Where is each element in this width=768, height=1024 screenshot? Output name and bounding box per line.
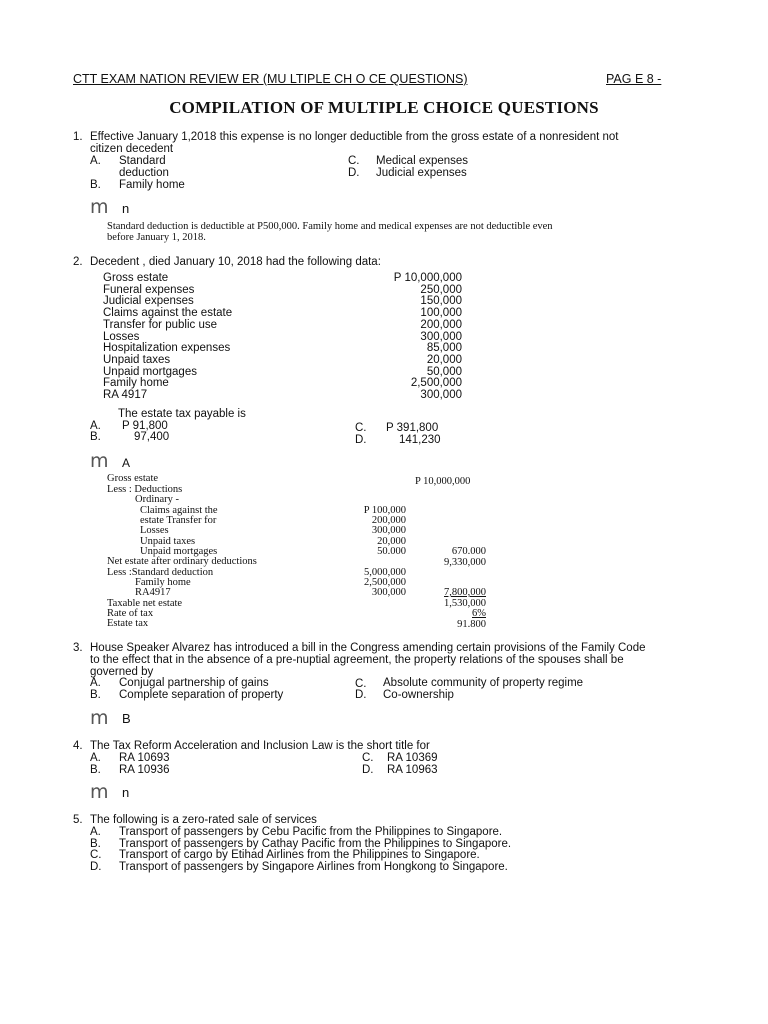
option-c-text: Medical expenses	[376, 155, 469, 167]
question-stem: The following is a zero-rated sale of services	[90, 814, 317, 826]
data-value: 250,000	[420, 283, 462, 296]
question-prompt: The estate tax payable is	[118, 408, 246, 420]
sol-label: estate Transfer for	[140, 515, 217, 526]
option-letter: C.	[90, 849, 102, 862]
sol-value: 670.000	[451, 546, 486, 557]
data-value: 300,000	[420, 330, 462, 343]
option-text: Transport of cargo by Etihad Airlines from the Philippines to Singapore.	[119, 849, 480, 862]
data-label: Gross estate	[103, 272, 169, 284]
answer-mark: m	[90, 707, 109, 729]
option-letter: A.	[90, 155, 101, 167]
sol-label: Losses	[140, 525, 169, 536]
option-letter: C.	[355, 678, 367, 690]
option-a-text: Standard	[119, 155, 166, 167]
option-text: Transport of passengers by Cebu Pacific from the Philippines to Singapore.	[119, 826, 503, 838]
option-letter: D.	[348, 167, 360, 179]
explanation-cont: before January 1, 2018.	[107, 232, 206, 243]
data-label: Unpaid mortgages	[103, 365, 197, 378]
data-value: 200,000	[420, 318, 462, 331]
data-label: Funeral expenses	[103, 283, 195, 296]
data-label: Claims against the estate	[103, 307, 233, 320]
sol-value: P 100,000	[363, 505, 406, 516]
option-letter: C.	[348, 155, 360, 167]
data-label: Family home	[103, 377, 169, 390]
option-a-text: P 91,800	[122, 420, 168, 432]
sol-label: Family home	[135, 577, 191, 588]
sol-value: 7,800,000	[444, 587, 486, 598]
answer-mark: m	[90, 781, 109, 803]
option-letter: C.	[355, 422, 367, 434]
data-value: 20,000	[426, 353, 462, 366]
data-value: 150,000	[420, 295, 462, 308]
sol-label: RA4917	[135, 587, 171, 598]
option-letter: D.	[90, 860, 102, 873]
question-number: 1.	[73, 131, 83, 143]
option-letter: B.	[90, 837, 101, 850]
sol-value: 50.000	[377, 546, 406, 557]
answer-letter: n	[122, 785, 130, 800]
explanation: Standard deduction is deductible at P500,000. Family home and medical expenses are not deductible even	[107, 221, 553, 232]
sol-value: 6%	[472, 608, 486, 619]
option-d-text: 141,230	[399, 434, 441, 446]
question-stem-cont: to the effect that in the absence of a pre-nuptial agreement, the property relations of the spouses shall be	[90, 654, 624, 666]
option-letter: A.	[90, 826, 101, 838]
option-letter: A.	[90, 752, 101, 764]
question-stem: Effective January 1,2018 this expense is no longer deductible from the gross estate of a nonresident not	[90, 131, 619, 143]
option-letter: B.	[90, 431, 101, 443]
option-letter: D.	[355, 689, 367, 701]
data-value: P 10,000,000	[393, 272, 462, 284]
data-value: 100,000	[420, 307, 462, 320]
sol-label: Less : Deductions	[107, 484, 183, 495]
option-d-text: Co-ownership	[383, 689, 454, 701]
sol-label: Taxable net estate	[107, 598, 183, 609]
sol-label: Rate of tax	[107, 608, 154, 619]
option-c-text: P 391,800	[386, 422, 439, 434]
question-stem: The Tax Reform Acceleration and Inclusion Law is the short title for	[90, 740, 430, 752]
option-c-text: RA 10369	[387, 752, 438, 764]
data-label: RA 4917	[103, 389, 148, 401]
option-text: Transport of passengers by Cathay Pacific from the Philippines to Singapore.	[119, 837, 512, 850]
question-stem-cont: governed by	[90, 666, 154, 678]
option-b-text: Complete separation of property	[119, 689, 284, 701]
option-letter: B.	[90, 179, 101, 191]
data-value: 85,000	[426, 342, 462, 355]
data-label: Losses	[103, 330, 140, 343]
option-d-text: Judicial expenses	[376, 167, 467, 179]
question-number: 4.	[73, 740, 83, 752]
data-label: Judicial expenses	[103, 295, 194, 308]
option-letter: A.	[90, 420, 101, 432]
option-letter: B.	[90, 689, 101, 701]
option-c-text: Absolute community of property regime	[383, 677, 584, 689]
answer-letter: B	[122, 711, 131, 726]
sol-label: Claims against the	[140, 505, 218, 516]
sol-value: 300,000	[371, 587, 406, 598]
answer-mark: m	[90, 196, 109, 218]
question-stem-cont: citizen decedent	[90, 143, 174, 155]
sol-value: 300,000	[371, 525, 406, 536]
page-number: PAG E 8 -	[606, 72, 662, 86]
sol-value: 1,530,000	[444, 598, 486, 609]
option-letter: D.	[355, 434, 367, 446]
sol-value: 200,000	[371, 515, 406, 526]
answer-letter: A	[122, 456, 131, 470]
sol-value: 2,500,000	[364, 577, 406, 588]
option-b-text: 97,400	[134, 431, 170, 443]
sol-value: 20,000	[377, 536, 406, 547]
data-label: Unpaid taxes	[103, 353, 171, 366]
option-b-text: RA 10936	[119, 764, 170, 776]
option-letter: B.	[90, 764, 101, 776]
data-label: Transfer for public use	[103, 318, 217, 331]
question-stem: Decedent , died January 10, 2018 had the following data:	[90, 256, 381, 268]
sol-label: Unpaid mortgages	[140, 546, 218, 557]
data-value: 2,500,000	[410, 377, 462, 390]
sol-label: Ordinary -	[135, 494, 180, 505]
data-value: 300,000	[420, 389, 462, 401]
answer-letter: n	[122, 201, 130, 216]
option-a-text: Conjugal partnership of gains	[119, 677, 269, 689]
option-text: Transport of passengers by Singapore Airlines from Hongkong to Singapore.	[119, 860, 508, 873]
sol-label: Less :Standard deduction	[107, 567, 214, 578]
sol-value: 91.800	[457, 619, 486, 630]
question-number: 2.	[73, 256, 83, 268]
option-letter: C.	[362, 752, 374, 764]
page-title: COMPILATION OF MULTIPLE CHOICE QUESTIONS	[169, 98, 599, 117]
sol-label: Estate tax	[107, 618, 149, 629]
option-d-text: RA 10963	[387, 764, 438, 776]
sol-value: 9,330,000	[444, 557, 486, 568]
sol-label: Gross estate	[107, 473, 159, 484]
option-letter: A.	[90, 677, 101, 689]
question-number: 3.	[73, 642, 83, 654]
running-header: CTT EXAM NATION REVIEW ER (MU LTIPLE CH O CE QUESTIONS)	[73, 72, 468, 86]
option-b-text: Family home	[119, 179, 185, 191]
option-a-text: RA 10693	[119, 752, 170, 764]
sol-value: P 10,000,000	[415, 476, 471, 487]
question-number: 5.	[73, 814, 83, 826]
option-a-text-cont: deduction	[119, 167, 169, 179]
answer-mark: m	[90, 450, 109, 472]
data-label: Hospitalization expenses	[103, 342, 231, 355]
sol-label: Net estate after ordinary deductions	[107, 556, 257, 567]
option-letter: D.	[362, 764, 374, 776]
sol-value: 5,000,000	[364, 567, 406, 578]
sol-label: Unpaid taxes	[140, 536, 196, 547]
question-stem: House Speaker Alvarez has introduced a bill in the Congress amending certain provisions of the Family Code	[90, 642, 646, 654]
data-value: 50,000	[426, 365, 462, 378]
